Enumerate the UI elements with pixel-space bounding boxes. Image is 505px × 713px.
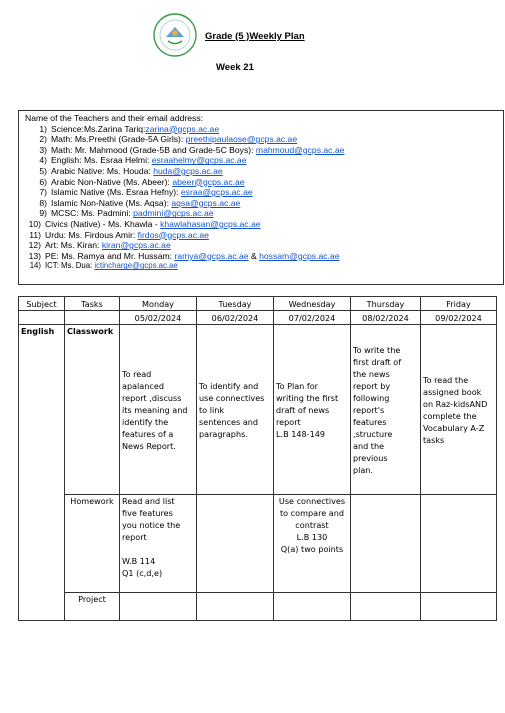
header-day-wed: Wednesday [274, 297, 351, 311]
school-logo [152, 12, 198, 58]
teacher-name: Arabic Non-Native (Ms. Abeer): [51, 176, 173, 187]
teacher-name: PE: Ms. Ramya and Mr. Hussam: [45, 250, 175, 261]
teacher-email-link[interactable]: mahmoud@gcps.ac.ae [255, 144, 345, 155]
project-wed [274, 593, 351, 621]
teacher-email-link[interactable]: huda@gcps.ac.ae [153, 165, 223, 176]
header-day-tue: Tuesday [197, 297, 274, 311]
homework-tue [197, 495, 274, 593]
homework-thu [351, 495, 421, 593]
teacher-name: Science:Ms.Zarina Tariq: [51, 123, 146, 134]
classwork-fri: To read the assigned book on Raz-kidsAND complete the Vocabulary A-Z tasks [421, 325, 497, 495]
teacher-name: Art: Ms. Kiran: [45, 240, 102, 251]
subject-english: English [19, 325, 65, 621]
header-day-thu: Thursday [351, 297, 421, 311]
teacher-number: 14) [29, 261, 41, 271]
teacher-number: 12) [28, 240, 41, 251]
teacher-item [25, 219, 503, 230]
project-mon [120, 593, 197, 621]
teacher-number: 7) [39, 187, 47, 198]
teacher-number: 6) [39, 176, 47, 187]
teacher-item [25, 145, 503, 156]
teacher-email-link[interactable]: kiran@gcps.ac.ae [101, 240, 171, 251]
header-blank-2 [65, 311, 120, 325]
weekly-plan-table [18, 296, 497, 621]
header-date-mon: 05/02/2024 [120, 311, 197, 325]
teacher-item [25, 198, 503, 209]
teacher-name: ICT: Ms. Dua: [45, 261, 95, 271]
task-project: Project [65, 593, 120, 621]
header-day-mon: Monday [120, 297, 197, 311]
project-thu [351, 593, 421, 621]
teacher-number: 10) [28, 218, 41, 229]
teacher-email-link[interactable]: aqsa@gcps.ac.ae [171, 197, 241, 208]
teacher-item [25, 208, 503, 219]
teacher-item [25, 166, 503, 177]
teacher-number: 4) [39, 155, 47, 166]
plan-title: Grade (5 )Weekly Plan [205, 31, 305, 42]
teacher-item [25, 240, 503, 251]
teachers-heading: Name of the Teachers and their email address: [25, 113, 204, 123]
header-date-wed: 07/02/2024 [274, 311, 351, 325]
task-classwork: Classwork [65, 325, 120, 495]
teacher-email-link[interactable]: padmini@gcps.ac.ae [133, 208, 214, 219]
teacher-name: MCSC: Ms. Padmini: [51, 208, 134, 219]
teacher-email-link[interactable]: esraa@gcps.ac.ae [180, 187, 253, 198]
teacher-number: 2) [39, 134, 47, 145]
header-date-fri: 09/02/2024 [421, 311, 497, 325]
teacher-number: 9) [39, 208, 47, 219]
teachers-list [25, 124, 503, 272]
teacher-name: Islamic Non-Native (Ms. Aqsa): [51, 197, 172, 208]
week-label: Week 21 [216, 62, 254, 73]
header-subject: Subject [19, 297, 65, 311]
teacher-item [25, 187, 503, 198]
teacher-item [25, 261, 503, 272]
teacher-email-link[interactable]: ramya@gcps.ac.ae [174, 250, 249, 261]
teacher-item [25, 155, 503, 166]
teacher-email-link[interactable]: khawlahasan@gcps.ac.ae [160, 218, 261, 229]
teacher-number: 13) [28, 250, 41, 261]
header-date-tue: 06/02/2024 [197, 311, 274, 325]
task-homework: Homework [65, 495, 120, 593]
teacher-item [25, 251, 503, 262]
teacher-item [25, 124, 503, 135]
header-blank-1 [19, 311, 65, 325]
teachers-box [18, 110, 504, 285]
homework-mon: Read and list five features you notice the report W.B 114 Q1 (c,d,e) [120, 495, 197, 593]
teacher-email-link[interactable]: firdos@gcps.ac.ae [137, 229, 209, 240]
teacher-email-link[interactable]: hossam@gcps.ac.ae [259, 250, 340, 261]
teacher-name: Urdu: Ms. Firdous Amir: [45, 229, 138, 240]
teacher-number: 3) [39, 144, 47, 155]
teacher-item [25, 177, 503, 188]
teacher-email-link[interactable]: preethipaulaose@gcps.ac.ae [185, 134, 298, 145]
teacher-email-link[interactable]: esraahelmy@gcps.ac.ae [151, 155, 247, 166]
teacher-number: 8) [39, 197, 47, 208]
classwork-thu: To write the first draft of the news report by following report's features ,structure and the previous plan. [351, 325, 421, 495]
teacher-email-link[interactable]: abeer@gcps.ac.ae [172, 176, 245, 187]
project-fri [421, 593, 497, 621]
teacher-number: 11) [29, 229, 41, 240]
header-tasks: Tasks [65, 297, 120, 311]
teacher-name: Math: Ms.Preethi (Grade-5A Girls): [51, 134, 186, 145]
teacher-item [25, 134, 503, 145]
header-day-fri: Friday [421, 297, 497, 311]
teacher-name: Civics (Native) - Ms. Khawla - [45, 218, 161, 229]
teacher-email-link[interactable]: zarina@gcps.ac.ae [145, 123, 220, 134]
teacher-number: 1) [39, 123, 47, 134]
teacher-name: Math: Mr. Mahmood (Grade-5B and Grade-5C Boys): [51, 144, 256, 155]
teacher-email-link[interactable]: ictincharge@gcps.ac.ae [94, 261, 178, 271]
classwork-tue: To identify and use connectives to link sentences and paragraphs. [197, 325, 274, 495]
teacher-name: Islamic Native (Ms. Esraa Hefny): [51, 187, 181, 198]
homework-wed: Use connectives to compare and contrast L.B 130 Q(a) two points [274, 495, 351, 593]
email-joiner: & [248, 250, 260, 261]
teacher-name: Arabic Native: Ms. Houda: [51, 165, 154, 176]
homework-fri [421, 495, 497, 593]
teacher-item [25, 230, 503, 241]
classwork-wed: To Plan for writing the first draft of news report L.B 148-149 [274, 325, 351, 495]
classwork-mon: To read apalanced report ,discuss its meaning and identify the features of a News Report. [120, 325, 197, 495]
teacher-name: English: Ms. Esraa Helmi: [51, 155, 152, 166]
teacher-number: 5) [39, 165, 47, 176]
project-tue [197, 593, 274, 621]
header-date-thu: 08/02/2024 [351, 311, 421, 325]
